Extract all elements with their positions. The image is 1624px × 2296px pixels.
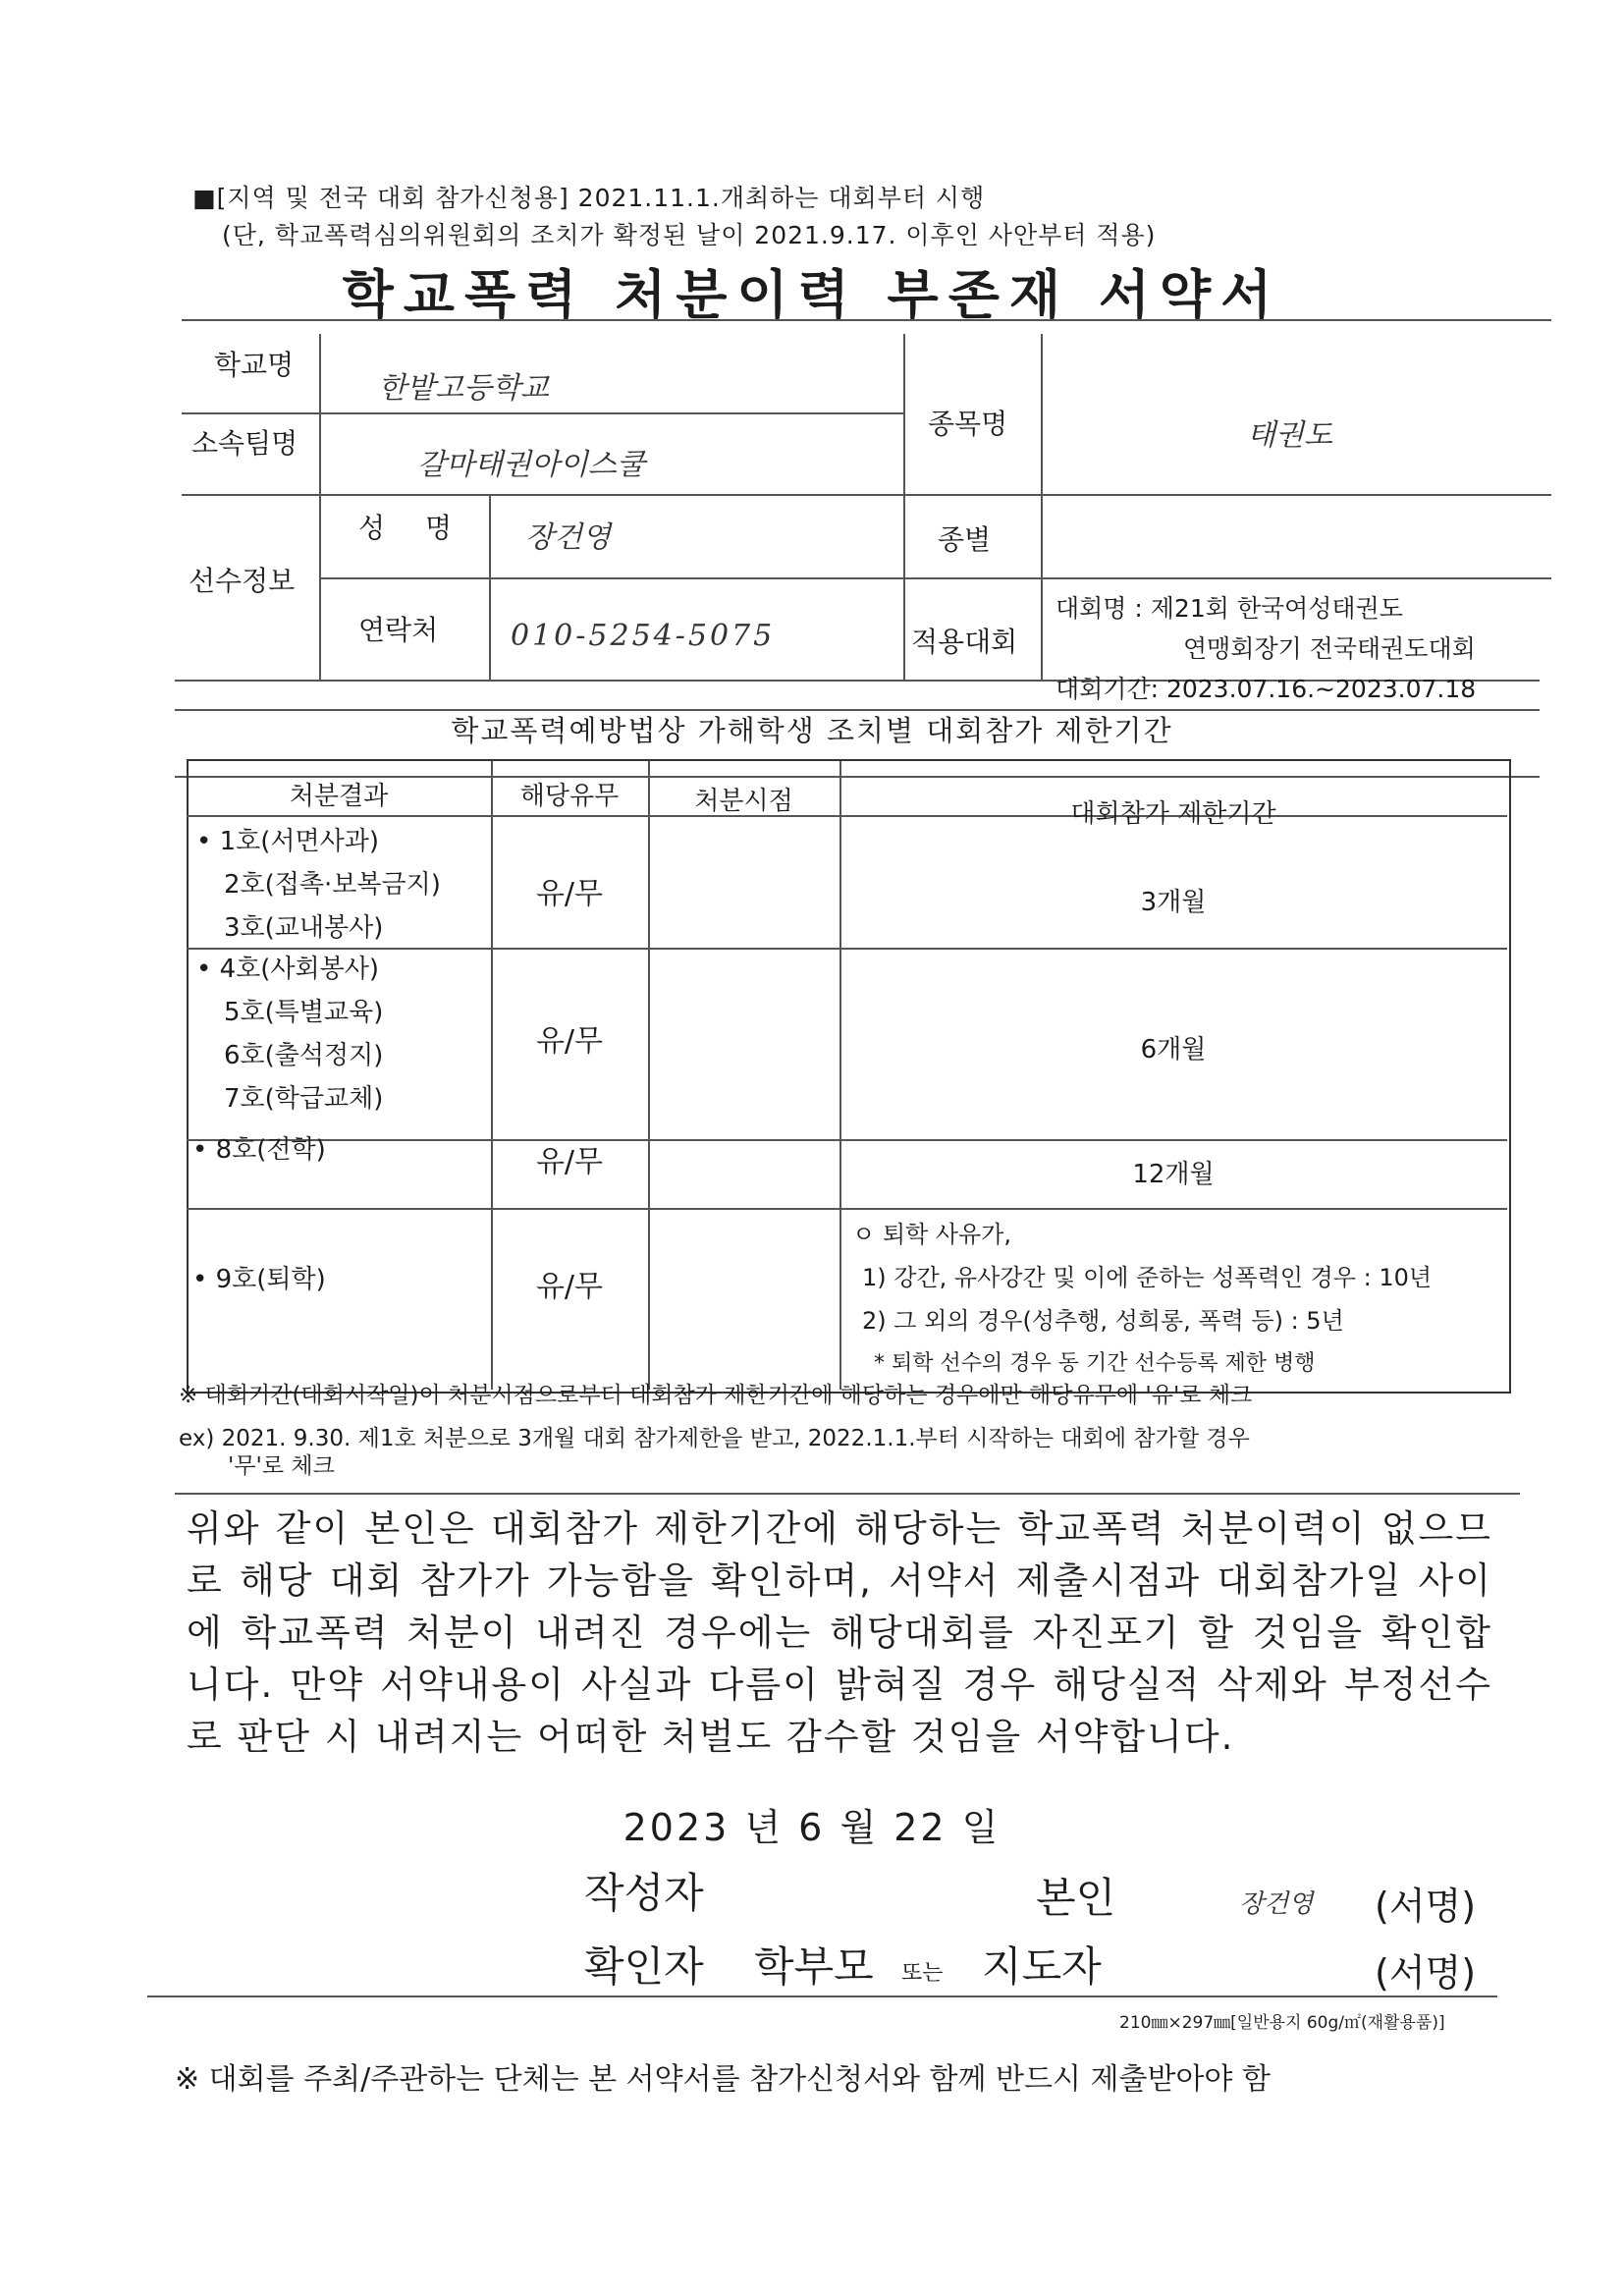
result-item: • 9호(퇴학): [192, 1265, 326, 1294]
parent-label: 학부모: [754, 1942, 874, 1991]
info-vline-4: [1041, 334, 1043, 680]
result-item: 5호(특별교육): [224, 998, 384, 1027]
notice: [192, 180, 1156, 254]
event-label: 종목명: [928, 408, 1008, 440]
row-1-results: [196, 820, 441, 950]
row-2-checkbox[interactable]: 유/무: [535, 1024, 604, 1059]
table-row-line-2: [187, 1139, 1507, 1141]
self-label: 본인: [1036, 1874, 1116, 1922]
document-title: 학교폭력 처분이력 부존재 서약서: [342, 264, 1282, 326]
or-label: 또는: [901, 1961, 944, 1986]
signature-divider: [147, 1995, 1497, 1997]
applied-competition-label: 적용대회: [911, 626, 1018, 658]
row-4-checkbox[interactable]: 유/무: [535, 1270, 604, 1304]
team-value: 갈마태권아이스쿨: [417, 448, 645, 482]
competition-name-line-1: 대회명 : 제21회 한국여성태권도: [1056, 594, 1403, 623]
info-line-team: [182, 494, 1551, 496]
table-row-line-3: [187, 1208, 1507, 1210]
period-line: 2) 그 외의 경우(성추행, 성희롱, 폭력 등) : 5년: [862, 1307, 1344, 1335]
info-vline-3: [903, 334, 905, 680]
sign-label-confirmer: (서명): [1375, 1951, 1477, 1995]
table-vline-2: [648, 761, 650, 1390]
result-item: • 8호(전학): [192, 1135, 326, 1165]
period-line: 1) 강간, 유사강간 및 이에 준하는 성폭력인 경우 : 10년: [862, 1264, 1433, 1291]
row-3-results: [192, 1129, 326, 1166]
paper-spec: 210㎜×297㎜[일반용지 60g/㎡(재활용품)]: [1119, 2013, 1445, 2033]
self-signature: 장건영: [1239, 1889, 1314, 1919]
row-2-period: 6개월: [1140, 1035, 1207, 1065]
school-value: 한밭고등학교: [378, 371, 549, 406]
info-top-border: [182, 319, 1551, 321]
period-line: * 퇴학 선수의 경우 동 기간 선수등록 제한 병행: [874, 1351, 1316, 1376]
player-info-label: 선수정보: [189, 565, 296, 597]
row-2-results: [196, 948, 383, 1121]
row-1-period: 3개월: [1140, 888, 1207, 917]
name-value: 장건영: [525, 520, 611, 555]
row-4-period: [852, 1213, 1432, 1386]
pledge-paragraph: 위와 같이 본인은 대회참가 제한기간에 해당하는 학교폭력 처분이력이 없으므로 해당 대회 참가가 가능함을 확인하며, 서약서 제출시점과 대회참가일 사이에 학교폭력 처분이 내려진 경우에는 해당대회를 자진포기 할 것임을 확인합니다. 만약 서약내용이 사실과 다름이 밝혀질 경우 해당실적 삭제와 부정선수로 판단 시 내려지는 어떠한 처벌도 감수할 것임을 서약합니다.: [187, 1507, 1492, 1758]
confirmer-label: 확인자: [584, 1942, 704, 1991]
team-label: 소속팀명: [191, 427, 298, 460]
table-note-1: ※ 대회기간(대회시작일)이 처분시점으로부터 대회참가 제한기간에 해당하는 경우에만 해당유무에 '유'로 체크: [179, 1383, 1253, 1408]
notice-line-1: ■[지역 및 전국 대회 참가신청용] 2021.11.1.개최하는 대회부터 시행: [192, 184, 986, 212]
coach-label: 지도자: [982, 1942, 1102, 1991]
row-1-checkbox[interactable]: 유/무: [535, 877, 604, 911]
period-line: ㅇ 퇴학 사유가,: [852, 1221, 1011, 1248]
result-item: 7호(학급교체): [224, 1084, 384, 1114]
competition-name-line-2: 연맹회장기 전국태권도대회: [1183, 634, 1476, 663]
header-disposition-date: 처분시점: [694, 787, 793, 816]
info-line-name: [319, 577, 1551, 579]
sign-label-writer: (서명): [1375, 1885, 1477, 1928]
info-vline-2: [489, 494, 491, 680]
header-restriction-period: 대회참가 제한기간: [1070, 799, 1276, 829]
row-3-period: 12개월: [1132, 1160, 1215, 1189]
notes-divider: [175, 1493, 1520, 1495]
table-note-2: ex) 2021. 9.30. 제1호 처분으로 3개월 대회 참가제한을 받고, 2022.1.1.부터 시작하는 대회에 참가할 경우: [179, 1426, 1250, 1451]
header-applicable: 해당유무: [519, 782, 620, 811]
table-note-3: '무'로 체크: [228, 1453, 335, 1479]
info-vline-1: [319, 334, 321, 680]
restriction-heading: 학교폭력예방법상 가해학생 조치별 대회참가 제한기간: [451, 714, 1173, 747]
contact-value: 010-5254-5075: [511, 619, 776, 653]
event-value: 태권도: [1247, 418, 1332, 453]
result-item: 2호(접촉·보복금지): [224, 870, 441, 900]
contact-label: 연락처: [358, 614, 439, 646]
pledge-date: 2023 년 6 월 22 일: [623, 1806, 1001, 1849]
result-item: • 1호(서면사과): [196, 827, 380, 856]
school-label: 학교명: [214, 349, 295, 381]
name-label: 성 명: [358, 512, 467, 544]
result-item: 3호(교내봉사): [224, 913, 384, 943]
info-line-school: [182, 412, 903, 414]
competition-period: 대회기간: 2023.07.16.~2023.07.18: [1056, 675, 1477, 703]
row-3-checkbox[interactable]: 유/무: [535, 1145, 604, 1179]
footer-note: ※ 대회를 주최/주관하는 단체는 본 서약서를 참가신청서와 함께 반드시 제출받아야 함: [175, 2062, 1271, 2097]
category-label: 종별: [938, 523, 992, 556]
row-4-results: [192, 1259, 326, 1295]
result-item: • 4호(사회봉사): [196, 955, 380, 984]
notice-line-2: (단, 학교폭력심의위원회의 조치가 확정된 날이 2021.9.17. 이후인 사안부터 적용): [222, 221, 1157, 249]
result-item: 6호(출석정지): [224, 1041, 384, 1070]
writer-label: 작성자: [584, 1869, 704, 1917]
header-result: 처분결과: [289, 782, 389, 811]
table-vline-3: [839, 761, 841, 1390]
